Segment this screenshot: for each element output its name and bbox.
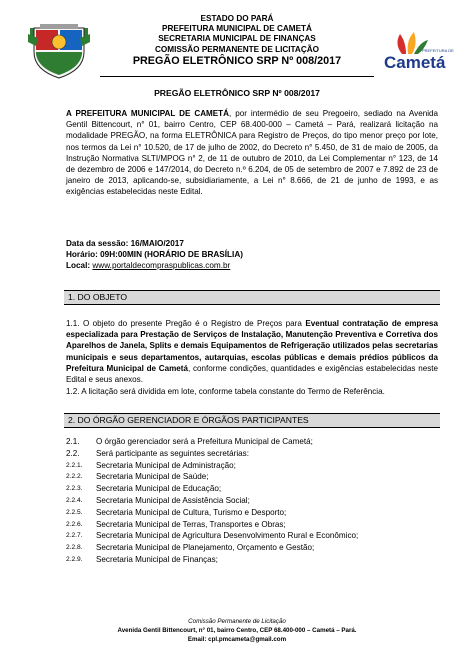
section2-title: 2. DO ÓRGÃO GERENCIADOR E ÓRGÃOS PARTICIPANTES	[68, 415, 309, 425]
section-heading-objeto	[64, 290, 440, 305]
header-main-line: PREGÃO ELETRÔNICO SRP Nº 008/2017	[132, 54, 342, 67]
intro-lead: A PREFEITURA MUNICIPAL DE CAMETÁ	[66, 109, 229, 118]
list-item	[66, 460, 438, 472]
list-item	[66, 554, 438, 566]
list-item-number: 2.2.3.	[66, 485, 83, 493]
list-item-number: 2.2.6.	[66, 520, 83, 528]
list-item-text: Secretaria Municipal de Administração;	[96, 460, 236, 470]
list-item-text: Secretaria Municipal de Finanças;	[96, 554, 218, 564]
list-item	[66, 530, 438, 542]
list-item-number: 2.2.1.	[66, 461, 83, 469]
list-item	[66, 495, 438, 507]
document-header	[0, 0, 474, 88]
list-item-text: O órgão gerenciador será a Prefeitura Municipal de Cametá;	[96, 437, 313, 446]
session-local-link[interactable]: www.portaldecompraspublicas.com.br	[92, 261, 231, 270]
list-item	[66, 471, 438, 483]
section1-title: 1. DO OBJETO	[68, 292, 128, 302]
intro-text: , por intermédio de seu Pregoeiro, sediado na Avenida Gentil Bittencourt, n° 01, bairro Centro, CEP 68.400-000 – Cametá – Pará, realizará licitação na modalidade PREGÃO, na forma ELETRÔNICA para Registro de Preços, do tipo menor preço por lote, nos termos da Lei n° 10.520, de 17 de julho de 2002, do Decreto n° 5.450, de 31 de maio de 2005, da Instrução Normativa SLTI/MPOG n° 2, de 11 de outubro de 2010, da Lei Complementar n° 123, de 14 de dezembro de 2006 e 147/2014, do Decreto n.º 6.204, de 05 de setembro de 2007 e 7.892 de 23 de janeiro de 2013, aplicando-se, subsidiariamente, a Lei n° 8.666, de 21 de junho de 1993, e as exigências estabelecidas neste Edital.	[66, 109, 439, 197]
list-item	[66, 542, 438, 554]
list-item-text: Será participante as seguintes secretárias:	[96, 448, 249, 458]
s1p1-bold: Eventual contratação de empresa especializada para Prestação de Serviços de Instalação, Manutenção Preventiva e Corretiva dos Aparelhos de Janela, Splits e demais Equipamentos de Refrigeração utilizados pelas secretarias municipais e seus departamentos, autarquias, escolas públicas e demais prédios públicos da Prefeitura Municipal de Cametá	[66, 319, 438, 373]
list-item-number: 2.2.4.	[66, 496, 83, 504]
list-item-number: 2.2.8.	[66, 544, 83, 552]
list-item-text: Secretaria Municipal de Educação;	[96, 484, 222, 494]
list-item-number: 2.2.7.	[66, 532, 83, 540]
section2-list	[66, 436, 438, 566]
list-item-number: 2.2.2.	[66, 473, 83, 481]
list-item-text: Secretaria Municipal de Assistência Social;	[96, 495, 250, 505]
document-footer	[0, 617, 474, 644]
logo-small-text: PREFEITURA DE	[422, 48, 454, 53]
list-item-text: Secretaria Municipal de Cultura, Turismo e Desporto;	[96, 507, 287, 517]
list-item-text: Secretaria Municipal de Terras, Transportes e Obras;	[96, 519, 286, 529]
list-item	[66, 519, 438, 531]
municipal-crest-icon	[28, 22, 90, 80]
footer-line-1: Comissão Permanente de Licitação	[188, 618, 286, 625]
list-item-number: 2.1.	[66, 437, 80, 446]
list-item-number: 2.2.	[66, 448, 80, 458]
list-item-number: 2.2.9.	[66, 555, 83, 563]
list-item-text: Secretaria Municipal de Saúde;	[96, 472, 209, 482]
header-line-comissao: COMISSÃO PERMANENTE DE LICITAÇÃO	[154, 44, 320, 54]
list-item	[66, 436, 438, 448]
intro-paragraph	[66, 108, 438, 198]
cameta-logo	[380, 30, 454, 80]
footer-line-3: Email: cpl.pmcameta@gmail.com	[187, 636, 287, 643]
list-item	[66, 483, 438, 495]
session-local-label: Local:	[66, 261, 93, 270]
session-time: Horário: 09H:00MIN (HORÁRIO DE BRASÍLIA)	[66, 250, 243, 259]
session-date: Data da sessão: 16/MAIO/2017	[66, 239, 184, 248]
header-line-secretaria: SECRETARIA MUNICIPAL DE FINANÇAS	[158, 34, 316, 44]
header-line-prefeitura: PREFEITURA MUNICIPAL DE CAMETÁ	[162, 24, 312, 34]
list-item-text: Secretaria Municipal de Agricultura Desenvolvimento Rural e Econômico;	[96, 531, 359, 541]
footer-line-2: Avenida Gentil Bittencourt, n° 01, bairro Centro, CEP 68.400-000 – Cametá – Pará.	[117, 627, 357, 634]
section-heading-orgao	[64, 413, 440, 428]
logo-name: Cametá	[384, 53, 446, 72]
s1p1-start: 1.1. O objeto do presente Pregão é o Registro de Preços para	[66, 319, 306, 328]
list-item-text: Secretaria Municipal de Planejamento, Orçamento e Gestão;	[96, 543, 315, 553]
session-info	[66, 238, 438, 271]
header-divider	[100, 76, 374, 77]
list-item	[66, 448, 438, 460]
list-item-number: 2.2.5.	[66, 508, 83, 516]
header-line-state: ESTADO DO PARÁ	[200, 14, 274, 23]
s1p1-end: , conforme condições, quantidades e exigências estabelecidas neste Edital e seus anexos.	[66, 363, 438, 385]
header-text-block	[100, 14, 374, 68]
list-item	[66, 507, 438, 519]
document-title: PREGÃO ELETRÔNICO SRP Nº 008/2017	[154, 88, 320, 98]
session-local	[66, 260, 438, 271]
section1-paragraph-2: 1.2. A licitação será dividida em lote, conforme tabela constante do Termo de Referência.	[66, 387, 385, 396]
section1-paragraph-1	[66, 318, 438, 385]
